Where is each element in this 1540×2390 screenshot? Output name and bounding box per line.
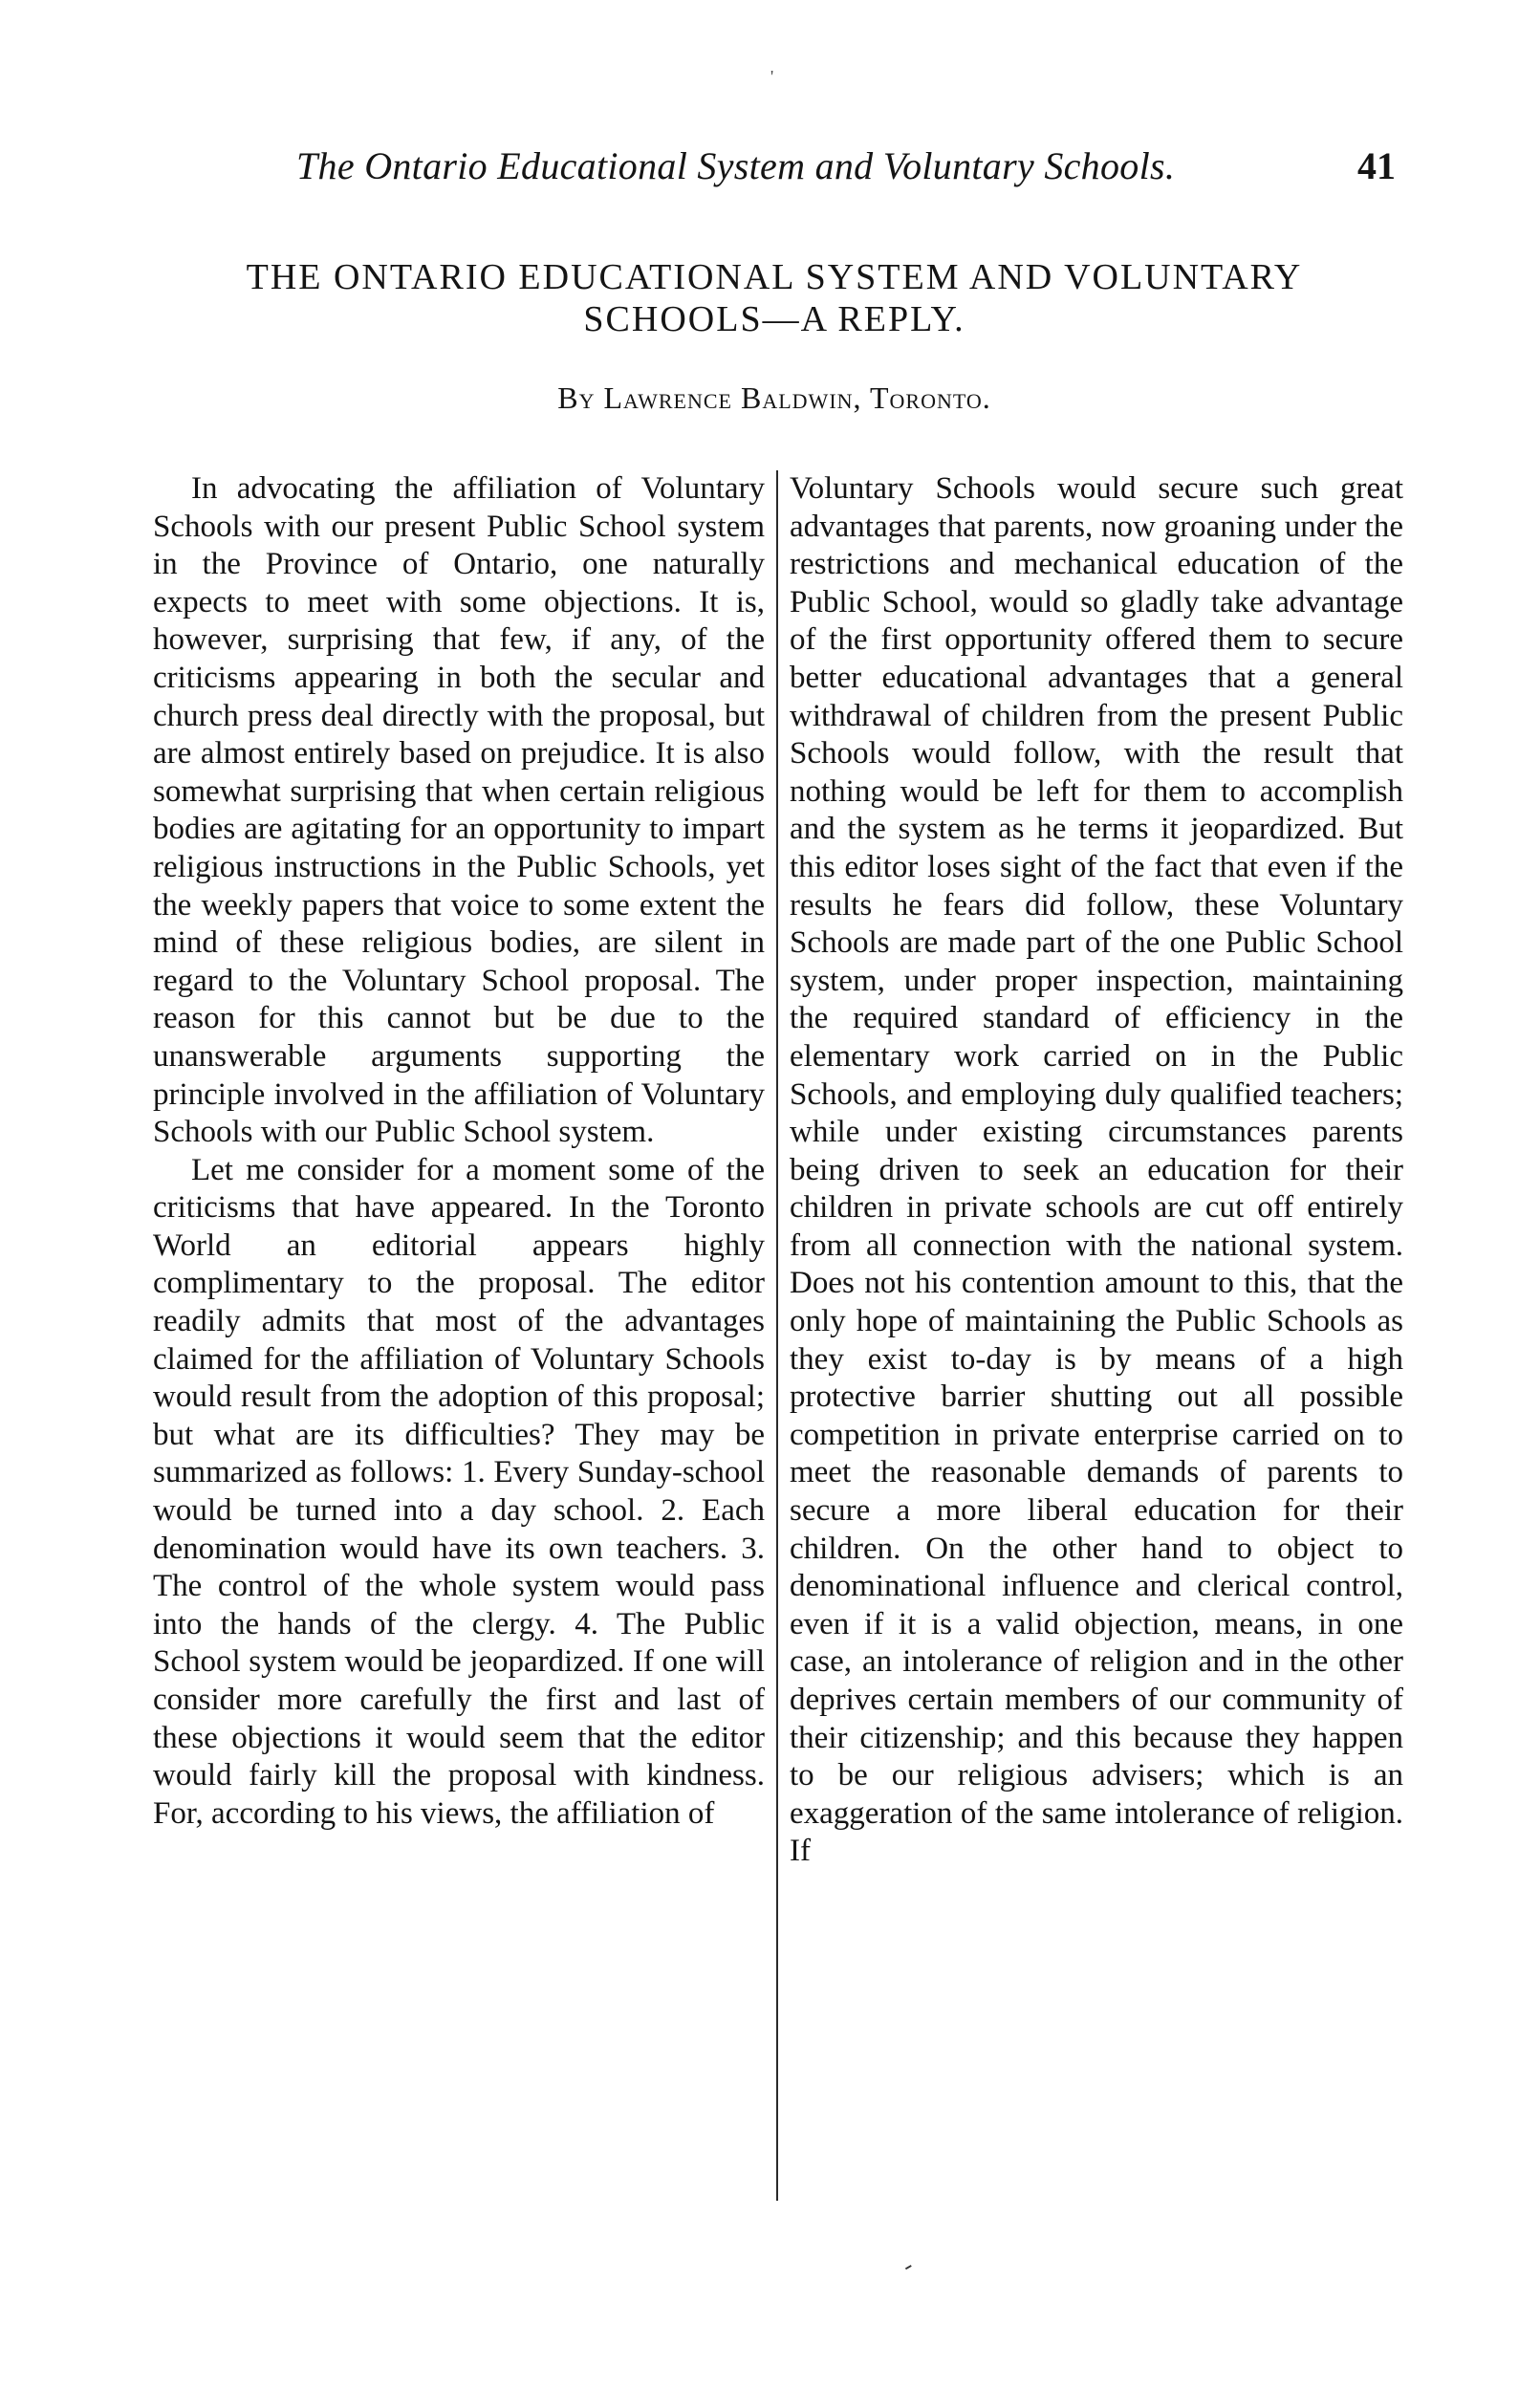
stray-ink-mark: ' <box>770 67 774 86</box>
paragraph: Voluntary Schools would secure such great advantages that parents, now groaning under the restrictions and mechanical education of the Public School, would so gladly take advantage of the first opportunity offered them to secure better educational advantages that a general withdrawal of children from the present Public Schools would follow, with the result that nothing would be left for them to accomplish and the system as he terms it jeopardized. But this editor loses sight of the fact that even if the results he fears did follow, these Voluntary Schools are made part of the one Public School system, under proper inspection, maintaining the required standard of efficiency in the elementary work carried on in the Public Schools, and employing duly qualified teachers; while under existing circumstances parents being driven to seek an education for their children in private schools are cut off entirely from all connection with the national system. Does not his contention amount to this, that the only hope of maintaining the Public Schools as they exist to-day is by means of a high protective barrier shutting out all possible competition in private enterprise carried on to meet the reasonable demands of parents to secure a more liberal education for their children. On the other hand to object to denominational influence and clerical control, even if it is a valid objection, means, in one case, an intolerance of religion and in the other deprives certain members of our community of their citizenship; and this because they happen to be our religious advisers; which is an exaggeration of the same intolerance of religion. If <box>790 471 1403 1869</box>
running-head <box>258 143 1396 191</box>
article-title: THE ONTARIO EDUCATIONAL SYSTEM AND VOLUNTARY SCHOOLS—A REPLY. <box>246 257 1303 339</box>
column-divider <box>776 470 778 2201</box>
paragraph: Let me consider for a moment some of the criticisms that have appeared. In the Toronto World an editorial appears highly complimentary to the proposal. The editor readily admits that most of the advantages claimed for the affiliation of Voluntary Schools would result from the adoption of this proposal; but what are its difficulties? They may be summarized as follows: 1. Every Sunday-school would be turned into a day school. 2. Each denomination would have its own teachers. 3. The control of the whole system would pass into the hands of the clergy. 4. The Public School system would be jeopardized. If one will consider more carefully the first and last of these objections it would seem that the editor would fairly kill the proposal with kindness. For, according to his views, the affiliation of <box>153 1152 765 1831</box>
running-head-title: The Ontario Educational System and Voluntary Schools. <box>296 144 1176 187</box>
article-byline: By Lawrence Baldwin, Toronto. <box>557 380 991 415</box>
paragraph: In advocating the affiliation of Voluntary Schools with our present Public School system in the Province of Ontario, one naturally expects to meet with some objections. It is, however, surprising that few, if any, of the criticisms appearing in both the secular and church press deal directly with the proposal, but are almost entirely based on prejudice. It is also somewhat surprising that when certain religious bodies are agitating for an opportunity to impart religious instructions in the Public Schools, yet the weekly papers that voice to some extent the mind of these religious bodies, are silent in regard to the Voluntary School proposal. The reason for this cannot but be due to the unanswerable arguments supporting the principle involved in the affiliation of Voluntary Schools with our Public School system. <box>153 471 765 1150</box>
page-number: 41 <box>1357 144 1396 187</box>
text-column-left <box>153 470 765 1833</box>
text-column-right <box>790 470 1403 1871</box>
stray-ink-mark: - <box>897 2250 919 2280</box>
